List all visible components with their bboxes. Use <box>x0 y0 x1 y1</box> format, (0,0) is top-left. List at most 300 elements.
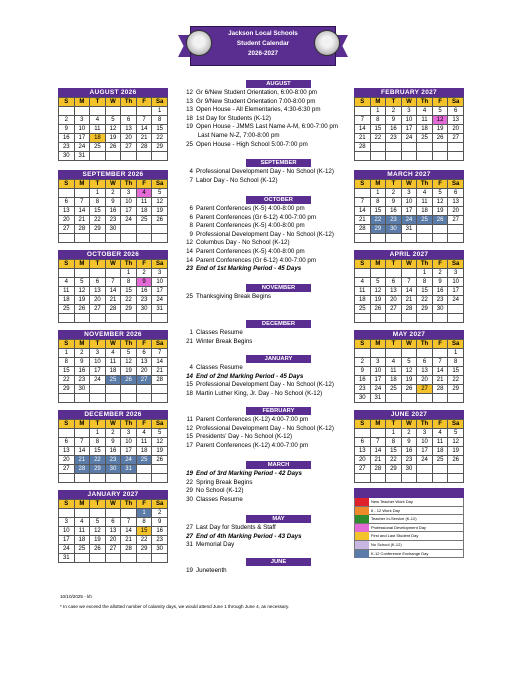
day-cell: 13 <box>448 198 464 207</box>
day-cell: 2 <box>105 189 121 198</box>
legend-label: New Teacher Work Day <box>371 499 413 504</box>
weekday-header: Th <box>417 180 433 189</box>
day-cell: 21 <box>152 367 168 376</box>
day-cell: 27 <box>136 376 152 385</box>
day-cell: 5 <box>105 116 121 125</box>
event-day: 19 <box>186 567 193 574</box>
section-header-february: FEBRUARY <box>246 407 311 415</box>
day-cell: 11 <box>90 125 106 134</box>
day-cell: 8 <box>448 358 464 367</box>
day-cell <box>432 225 448 234</box>
month-aug <box>58 88 168 161</box>
month-title: SEPTEMBER 2026 <box>58 170 168 179</box>
day-cell <box>136 225 152 234</box>
day-cell: 13 <box>417 367 433 376</box>
weekday-header: Sa <box>448 180 464 189</box>
day-cell: 25 <box>386 385 402 394</box>
day-cell: 29 <box>121 305 137 314</box>
event-text: Classes Resume <box>196 364 243 371</box>
day-cell: 18 <box>136 207 152 216</box>
day-cell: 21 <box>105 296 121 305</box>
day-cell: 6 <box>386 278 402 287</box>
day-cell: 9 <box>105 438 121 447</box>
day-cell <box>386 349 402 358</box>
day-cell: 17 <box>121 447 137 456</box>
revision-date: 10/10/2025 - kh <box>60 594 92 599</box>
day-cell <box>105 234 121 243</box>
day-cell: 23 <box>105 456 121 465</box>
day-cell <box>370 143 386 152</box>
weekday-header: T <box>386 180 402 189</box>
weekday-header: Th <box>417 340 433 349</box>
day-cell: 21 <box>355 134 371 143</box>
day-cell: 1 <box>136 509 152 518</box>
day-cell <box>355 349 371 358</box>
day-cell: 23 <box>152 536 168 545</box>
weekday-header: F <box>432 340 448 349</box>
day-cell <box>152 314 168 323</box>
weekday-header: F <box>136 260 152 269</box>
weekday-header: Th <box>121 180 137 189</box>
day-cell: 14 <box>136 125 152 134</box>
event-text: End of 4th Marking Period - 43 Days <box>196 532 302 540</box>
day-cell: 4 <box>74 518 90 527</box>
day-cell: 8 <box>121 278 137 287</box>
event-day: 12 <box>186 89 193 96</box>
day-cell: 18 <box>432 447 448 456</box>
day-cell: 22 <box>370 134 386 143</box>
day-cell: 8 <box>370 198 386 207</box>
day-cell <box>386 269 402 278</box>
section-header-january: JANUARY <box>246 355 311 363</box>
day-cell <box>386 314 402 323</box>
day-cell <box>90 394 106 403</box>
legend-label: 6 - 12 Work Day <box>371 507 400 513</box>
day-cell: 9 <box>386 198 402 207</box>
day-cell <box>417 234 433 243</box>
day-cell: 12 <box>121 358 137 367</box>
event-day: 18 <box>186 114 193 122</box>
day-cell <box>355 234 371 243</box>
day-cell: 23 <box>386 216 402 225</box>
day-cell: 2 <box>386 107 402 116</box>
event-day: 23 <box>186 265 193 273</box>
weekday-header: Sa <box>448 420 464 429</box>
section-header-november: NOVEMBER <box>246 284 311 292</box>
event-text: Columbus Day - No School (K-12) <box>196 239 290 247</box>
day-cell: 12 <box>401 367 417 376</box>
weekday-header: S <box>355 98 371 107</box>
legend-swatch <box>355 532 369 540</box>
weekday-header: T <box>386 420 402 429</box>
day-cell: 28 <box>74 225 90 234</box>
day-cell: 7 <box>370 438 386 447</box>
day-cell: 8 <box>59 358 75 367</box>
event-day: 13 <box>186 97 193 105</box>
event-row <box>186 132 356 140</box>
day-cell: 5 <box>90 518 106 527</box>
day-cell: 8 <box>370 116 386 125</box>
day-cell: 17 <box>401 125 417 134</box>
day-cell <box>136 234 152 243</box>
day-cell: 4 <box>417 189 433 198</box>
day-cell: 4 <box>90 116 106 125</box>
day-cell <box>386 234 402 243</box>
day-cell: 5 <box>448 429 464 438</box>
day-cell: 28 <box>432 385 448 394</box>
day-cell: 11 <box>386 367 402 376</box>
day-cell: 6 <box>417 358 433 367</box>
day-cell: 2 <box>355 358 371 367</box>
day-cell <box>355 474 371 483</box>
day-cell: 9 <box>355 367 371 376</box>
day-cell: 30 <box>152 545 168 554</box>
day-cell <box>121 225 137 234</box>
day-cell <box>90 509 106 518</box>
day-cell <box>417 225 433 234</box>
day-cell: 2 <box>136 269 152 278</box>
day-cell: 26 <box>74 305 90 314</box>
day-cell: 22 <box>386 456 402 465</box>
day-cell <box>136 474 152 483</box>
weekday-header: T <box>90 260 106 269</box>
day-cell: 16 <box>355 376 371 385</box>
day-cell: 3 <box>59 518 75 527</box>
event-day: 31 <box>186 541 193 549</box>
day-cell: 4 <box>432 429 448 438</box>
weekday-header: F <box>136 420 152 429</box>
event-text: Open House - JMMS Last Name A-M, 6:00-7:00 pm <box>196 123 339 131</box>
month-grid <box>58 339 168 403</box>
month-feb <box>354 88 464 161</box>
weekday-header: Sa <box>152 500 168 509</box>
event-row <box>186 231 356 239</box>
day-cell <box>152 225 168 234</box>
day-cell: 1 <box>121 269 137 278</box>
event-text: Classes Resume <box>196 329 243 336</box>
day-cell: 7 <box>355 198 371 207</box>
legend-item <box>354 498 464 507</box>
event-text: Winter Break Begins <box>196 337 253 345</box>
event-row <box>186 567 356 575</box>
event-row <box>186 115 356 123</box>
month-title: DECEMBER 2026 <box>58 410 168 419</box>
day-cell <box>401 474 417 483</box>
day-cell: 14 <box>74 447 90 456</box>
day-cell: 9 <box>401 438 417 447</box>
day-cell <box>152 385 168 394</box>
day-cell: 3 <box>121 429 137 438</box>
day-cell: 3 <box>152 269 168 278</box>
day-cell: 7 <box>401 278 417 287</box>
event-day: 30 <box>186 495 193 503</box>
event-row <box>186 257 356 265</box>
event-text: Presidents' Day - No School (K-12) <box>196 433 293 441</box>
event-row <box>186 239 356 247</box>
day-cell: 10 <box>152 278 168 287</box>
day-cell <box>448 474 464 483</box>
day-cell: 20 <box>59 456 75 465</box>
legend-item <box>354 532 464 541</box>
day-cell: 1 <box>370 107 386 116</box>
day-cell <box>152 152 168 161</box>
day-cell: 6 <box>121 116 137 125</box>
day-cell: 28 <box>355 143 371 152</box>
weekday-header: M <box>74 98 90 107</box>
day-cell <box>432 143 448 152</box>
event-day: 12 <box>186 239 193 247</box>
day-cell: 20 <box>136 367 152 376</box>
day-cell <box>121 554 137 563</box>
month-jun <box>354 410 464 483</box>
day-cell <box>370 234 386 243</box>
weekday-header: T <box>90 98 106 107</box>
day-cell: 15 <box>370 125 386 134</box>
day-cell: 12 <box>152 198 168 207</box>
day-cell: 26 <box>121 376 137 385</box>
day-cell <box>136 554 152 563</box>
event-text: Parent Conferences (K-12) 4:00-7:00 pm <box>196 416 309 423</box>
event-row <box>186 487 356 495</box>
day-cell: 31 <box>59 554 75 563</box>
day-cell <box>121 107 137 116</box>
day-cell <box>355 107 371 116</box>
day-cell: 7 <box>121 518 137 527</box>
day-cell: 30 <box>432 305 448 314</box>
day-cell: 12 <box>432 116 448 125</box>
weekday-header: S <box>355 420 371 429</box>
day-cell: 10 <box>90 358 106 367</box>
weekday-header: Sa <box>152 180 168 189</box>
event-text: Spring Break Begins <box>196 478 253 486</box>
day-cell: 15 <box>90 207 106 216</box>
day-cell: 12 <box>370 287 386 296</box>
day-cell: 19 <box>370 296 386 305</box>
day-cell <box>432 314 448 323</box>
legend-item <box>354 507 464 516</box>
day-cell: 8 <box>90 198 106 207</box>
day-cell: 13 <box>59 447 75 456</box>
day-cell: 22 <box>90 216 106 225</box>
day-cell: 26 <box>370 305 386 314</box>
weekday-header: Th <box>417 260 433 269</box>
day-cell <box>448 394 464 403</box>
day-cell <box>59 314 75 323</box>
weekday-header: W <box>401 180 417 189</box>
weekday-header: M <box>370 340 386 349</box>
day-cell <box>90 554 106 563</box>
day-cell: 14 <box>370 447 386 456</box>
day-cell: 7 <box>105 278 121 287</box>
day-cell <box>59 509 75 518</box>
day-cell: 29 <box>386 465 402 474</box>
calendar-banner <box>178 26 348 66</box>
day-cell: 9 <box>432 278 448 287</box>
day-cell: 31 <box>74 152 90 161</box>
day-cell: 8 <box>136 518 152 527</box>
event-row <box>186 442 356 450</box>
day-cell <box>432 152 448 161</box>
day-cell <box>74 234 90 243</box>
day-cell: 2 <box>401 429 417 438</box>
weekday-header: S <box>355 180 371 189</box>
month-sep <box>58 170 168 243</box>
day-cell: 27 <box>59 465 75 474</box>
month-title: MARCH 2027 <box>354 170 464 179</box>
month-grid <box>58 179 168 243</box>
day-cell <box>448 234 464 243</box>
day-cell: 28 <box>401 305 417 314</box>
event-row <box>186 524 356 532</box>
day-cell: 18 <box>74 536 90 545</box>
event-text: Parent Conferences (Gr 6-12) 4:00-7:00 pm <box>196 256 317 264</box>
day-cell <box>432 474 448 483</box>
day-cell: 12 <box>90 527 106 536</box>
day-cell <box>370 314 386 323</box>
day-cell: 11 <box>355 287 371 296</box>
day-cell: 10 <box>74 125 90 134</box>
day-cell <box>105 509 121 518</box>
event-text: Classes Resume <box>196 495 243 503</box>
day-cell: 28 <box>74 465 90 474</box>
legend-swatch <box>355 524 369 532</box>
day-cell: 22 <box>90 456 106 465</box>
event-row <box>186 381 356 389</box>
day-cell: 14 <box>105 287 121 296</box>
day-cell: 26 <box>152 456 168 465</box>
weekday-header: F <box>432 180 448 189</box>
day-cell: 14 <box>401 287 417 296</box>
weekday-header: F <box>136 98 152 107</box>
event-text: Gr 6/New Student Orientation, 6:00-8:00 pm <box>196 89 318 96</box>
day-cell: 26 <box>90 545 106 554</box>
weekday-header: F <box>432 420 448 429</box>
day-cell: 21 <box>74 456 90 465</box>
weekday-header: S <box>59 420 75 429</box>
day-cell: 27 <box>448 134 464 143</box>
weekday-header: Th <box>121 260 137 269</box>
legend-label: No School (K-12) <box>371 541 402 547</box>
day-cell: 10 <box>417 438 433 447</box>
weekday-header: W <box>105 180 121 189</box>
event-text: End of 1st Marking Period - 45 Days <box>196 265 302 273</box>
day-cell <box>105 385 121 394</box>
day-cell <box>136 465 152 474</box>
day-cell <box>448 305 464 314</box>
day-cell <box>355 429 371 438</box>
weekday-header: S <box>59 500 75 509</box>
day-cell <box>432 394 448 403</box>
day-cell: 20 <box>355 456 371 465</box>
day-cell: 1 <box>90 429 106 438</box>
day-cell: 2 <box>386 189 402 198</box>
day-cell: 31 <box>121 465 137 474</box>
weekday-header: S <box>59 180 75 189</box>
event-day: 12 <box>186 424 193 432</box>
day-cell <box>417 465 433 474</box>
event-row <box>186 106 356 114</box>
day-cell <box>386 143 402 152</box>
day-cell: 5 <box>432 107 448 116</box>
legend-swatch <box>355 515 369 523</box>
day-cell: 20 <box>448 125 464 134</box>
day-cell: 9 <box>59 125 75 134</box>
event-text: Last Day for Students & Staff <box>196 524 276 531</box>
day-cell <box>121 394 137 403</box>
day-cell: 2 <box>432 269 448 278</box>
event-text: Parent Conferences (Gr 6-12) 4:00-7:00 pm <box>196 213 317 221</box>
day-cell <box>121 234 137 243</box>
day-cell <box>432 234 448 243</box>
day-cell: 17 <box>121 207 137 216</box>
day-cell <box>401 234 417 243</box>
weekday-header: Sa <box>152 340 168 349</box>
weekday-header: M <box>74 420 90 429</box>
weekday-header: F <box>136 500 152 509</box>
calamity-day-note: * In case we exceed the allotted number of calamity days, we would attend June 1 through June 4, as necessary. <box>60 604 290 609</box>
event-day: 27 <box>186 532 193 540</box>
day-cell: 17 <box>401 207 417 216</box>
day-cell: 21 <box>136 134 152 143</box>
weekday-header: S <box>59 260 75 269</box>
day-cell: 10 <box>370 367 386 376</box>
day-cell: 1 <box>90 189 106 198</box>
day-cell: 26 <box>432 134 448 143</box>
day-cell: 8 <box>386 438 402 447</box>
event-row <box>186 177 356 185</box>
day-cell: 24 <box>401 134 417 143</box>
event-text: No School (K-12) <box>196 487 244 495</box>
day-cell: 3 <box>74 116 90 125</box>
day-cell: 6 <box>105 518 121 527</box>
month-grid <box>58 97 168 161</box>
day-cell <box>90 474 106 483</box>
day-cell <box>121 314 137 323</box>
day-cell: 8 <box>417 278 433 287</box>
day-cell: 25 <box>136 216 152 225</box>
day-cell: 18 <box>59 296 75 305</box>
event-text: Parent Conferences (K-5) 4:00-8:00 pm <box>196 222 305 230</box>
month-may <box>354 330 464 403</box>
day-cell <box>448 314 464 323</box>
day-cell <box>152 394 168 403</box>
day-cell: 13 <box>136 358 152 367</box>
event-day: 6 <box>189 205 193 212</box>
day-cell: 25 <box>432 456 448 465</box>
event-day: 17 <box>186 441 193 449</box>
event-text: Thanksgiving Break Begins <box>196 293 271 300</box>
day-cell <box>74 107 90 116</box>
day-cell <box>121 152 137 161</box>
weekday-header: T <box>386 260 402 269</box>
day-cell: 15 <box>90 447 106 456</box>
day-cell: 11 <box>417 116 433 125</box>
day-cell: 23 <box>105 216 121 225</box>
day-cell: 25 <box>105 376 121 385</box>
event-row <box>186 141 356 149</box>
month-title: APRIL 2027 <box>354 250 464 259</box>
day-cell: 3 <box>370 358 386 367</box>
month-grid <box>58 499 168 563</box>
day-cell: 17 <box>448 287 464 296</box>
day-cell: 3 <box>401 107 417 116</box>
day-cell: 23 <box>355 385 371 394</box>
day-cell <box>59 189 75 198</box>
day-cell: 27 <box>105 545 121 554</box>
day-cell: 17 <box>152 287 168 296</box>
day-cell: 8 <box>152 116 168 125</box>
day-cell <box>355 314 371 323</box>
